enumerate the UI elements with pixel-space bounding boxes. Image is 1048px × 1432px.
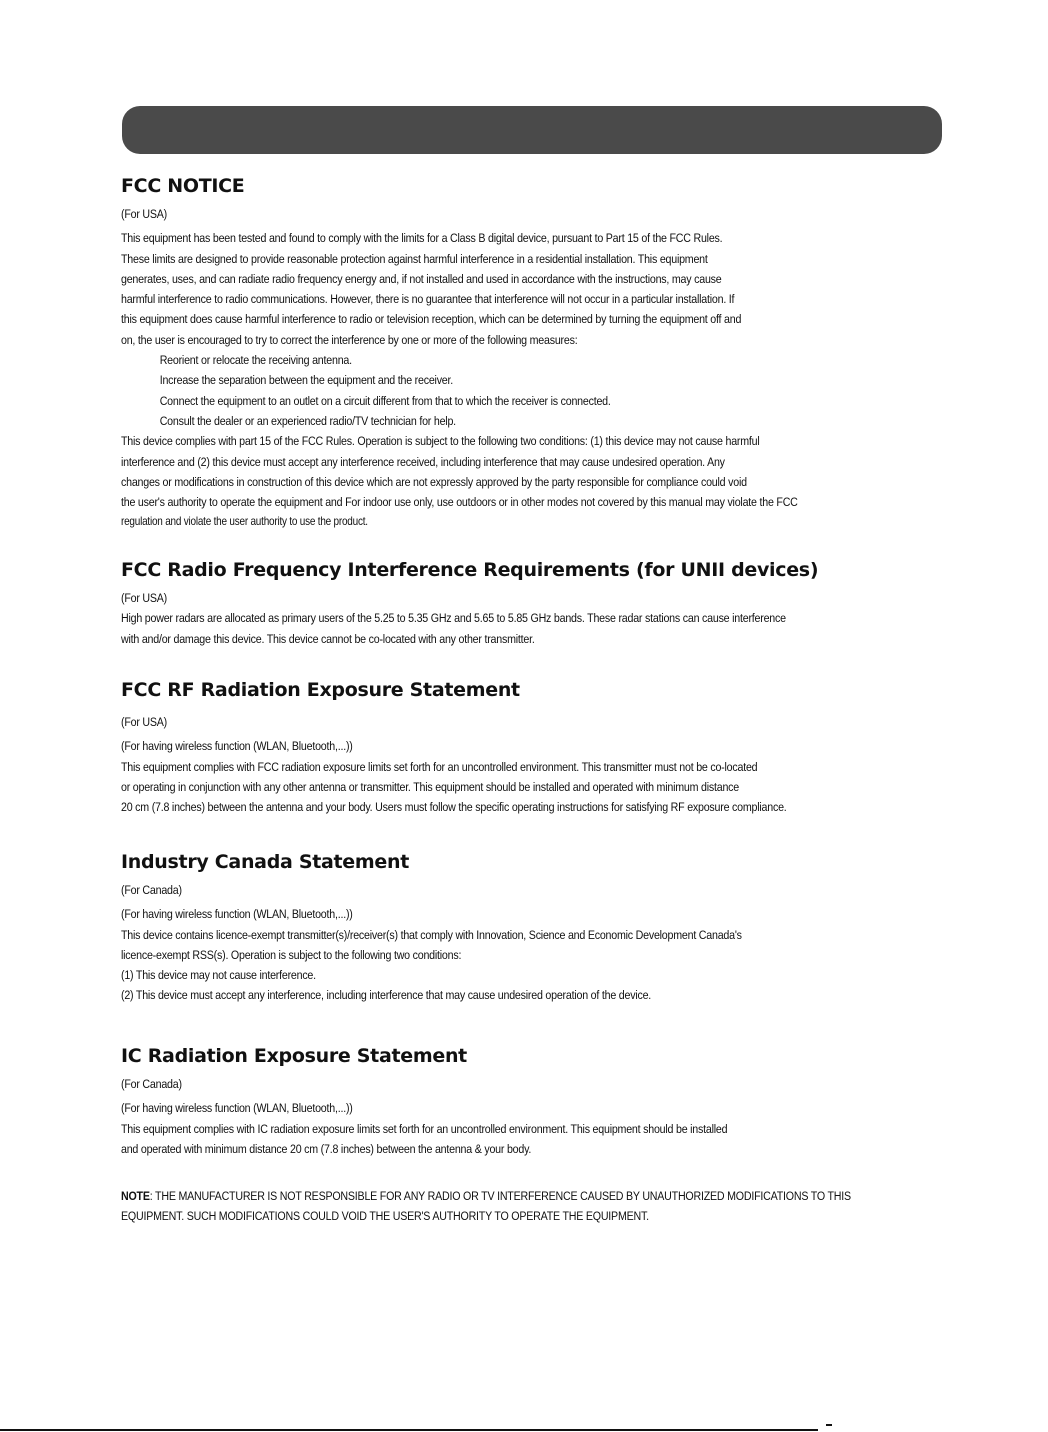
region-label: (For Canada) <box>121 1077 182 1091</box>
paragraph-line: regulation and violate the user authority to use the product. <box>121 515 368 529</box>
fcc-rf-section <box>121 678 921 817</box>
measure-item: Consult the dealer or an experienced radio/TV technician for help. <box>159 413 456 428</box>
footer-rule <box>0 1429 818 1431</box>
measure-item: Reorient or relocate the receiving antenna. <box>159 353 352 368</box>
condition-line: (1) This device may not cause interference. <box>121 968 316 983</box>
paragraph-line: This device contains licence-exempt transmitter(s)/receiver(s) that comply with Innovation, Science and Economic Development Canada's <box>121 927 742 942</box>
region-label: (For USA) <box>121 591 168 605</box>
paragraph-line: interference and (2) this device must accept any interference received, including interference that may cause undesired operation. Any <box>121 454 725 469</box>
paragraph-line: changes or modifications in construction of this device which are not expressly approved by the party responsible for compliance could void <box>121 474 747 489</box>
page-mark <box>826 1424 832 1426</box>
wireless-label: (For having wireless function (WLAN, Bluetooth,...)) <box>121 907 353 922</box>
fcc-unii-heading: FCC Radio Frequency Interference Requirements (for UNII devices) <box>121 559 819 581</box>
paragraph-line: This device complies with part 15 of the FCC Rules. Operation is subject to the following two conditions: (1) this device may not cause harmful <box>121 434 760 449</box>
paragraph-line: the user's authority to operate the equipment and For indoor use only, use outdoors or in other modes not covered by this manual may violate the FCC <box>121 495 798 510</box>
note-section <box>121 1186 921 1227</box>
wireless-label: (For having wireless function (WLAN, Bluetooth,...)) <box>121 1101 353 1116</box>
paragraph-line: These limits are designed to provide reasonable protection against harmful interference in a residential installation. This equipment <box>121 251 708 266</box>
paragraph-line: This equipment complies with FCC radiation exposure limits set forth for an uncontrolled environment. This transmitter must not be co-located <box>121 759 758 774</box>
condition-line: (2) This device must accept any interference, including interference that may cause undesired operation of the device. <box>121 988 652 1003</box>
fcc-unii-section <box>121 558 921 649</box>
wireless-label: (For having wireless function (WLAN, Bluetooth,...)) <box>121 739 353 754</box>
paragraph-line: harmful interference to radio communications. However, there is no guarantee that interference will not occur in a particular installation. If <box>121 292 735 307</box>
paragraph-line: generates, uses, and can radiate radio frequency energy and, if not installed and used in accordance with the instructions, may cause <box>121 271 722 286</box>
paragraph-line: licence-exempt RSS(s). Operation is subject to the following two conditions: <box>121 947 462 962</box>
paragraph-line: with and/or damage this device. This device cannot be co-located with any other transmitter. <box>121 631 535 646</box>
paragraph-line: This equipment has been tested and found to comply with the limits for a Class B digital device, pursuant to Part 15 of the FCC Rules. <box>121 231 723 246</box>
fcc-notice-section <box>121 174 921 533</box>
measure-item: Connect the equipment to an outlet on a circuit different from that to which the receiver is connected. <box>159 393 611 408</box>
paragraph-line: 20 cm (7.8 inches) between the antenna and your body. Users must follow the specific operating instructions for satisfying RF exposure compliance. <box>121 800 787 815</box>
paragraph-line: High power radars are allocated as primary users of the 5.25 to 5.35 GHz and 5.65 to 5.85 GHz bands. These radar stations can cause interference <box>121 611 786 626</box>
measure-item: Increase the separation between the equipment and the receiver. <box>159 373 454 388</box>
note-label: NOTE <box>121 1189 150 1203</box>
paragraph-line: this equipment does cause harmful interference to radio or television reception, which can be determined by turning the equipment off and <box>121 312 742 327</box>
paragraph-line: on, the user is encouraged to try to correct the interference by one or more of the following measures: <box>121 332 578 347</box>
paragraph-line: and operated with minimum distance 20 cm (7.8 inches) between the antenna & your body. <box>121 1141 532 1156</box>
region-label: (For USA) <box>121 207 168 221</box>
industry-canada-section <box>121 850 921 1006</box>
note-line <box>121 1186 851 1206</box>
note-line: EQUIPMENT. SUCH MODIFICATIONS COULD VOID THE USER'S AUTHORITY TO OPERATE THE EQUIPMENT. <box>121 1209 649 1224</box>
ic-radiation-heading: IC Radiation Exposure Statement <box>121 1045 467 1067</box>
note-text: : THE MANUFACTURER IS NOT RESPONSIBLE FOR ANY RADIO OR TV INTERFERENCE CAUSED BY UNAUTHORIZED MODIFICATIONS TO THIS <box>149 1189 851 1203</box>
ic-radiation-section <box>121 1044 921 1159</box>
industry-canada-heading: Industry Canada Statement <box>121 851 409 873</box>
fcc-notice-heading: FCC NOTICE <box>121 175 245 197</box>
region-label: (For USA) <box>121 715 168 729</box>
section-header-bar <box>122 106 942 154</box>
region-label: (For Canada) <box>121 883 182 897</box>
fcc-rf-heading: FCC RF Radiation Exposure Statement <box>121 679 520 701</box>
paragraph-line: This equipment complies with IC radiation exposure limits set forth for an uncontrolled environment. This equipment should be installed <box>121 1121 728 1136</box>
paragraph-line: or operating in conjunction with any other antenna or transmitter. This equipment should be installed and operated with minimum distance <box>121 779 739 794</box>
